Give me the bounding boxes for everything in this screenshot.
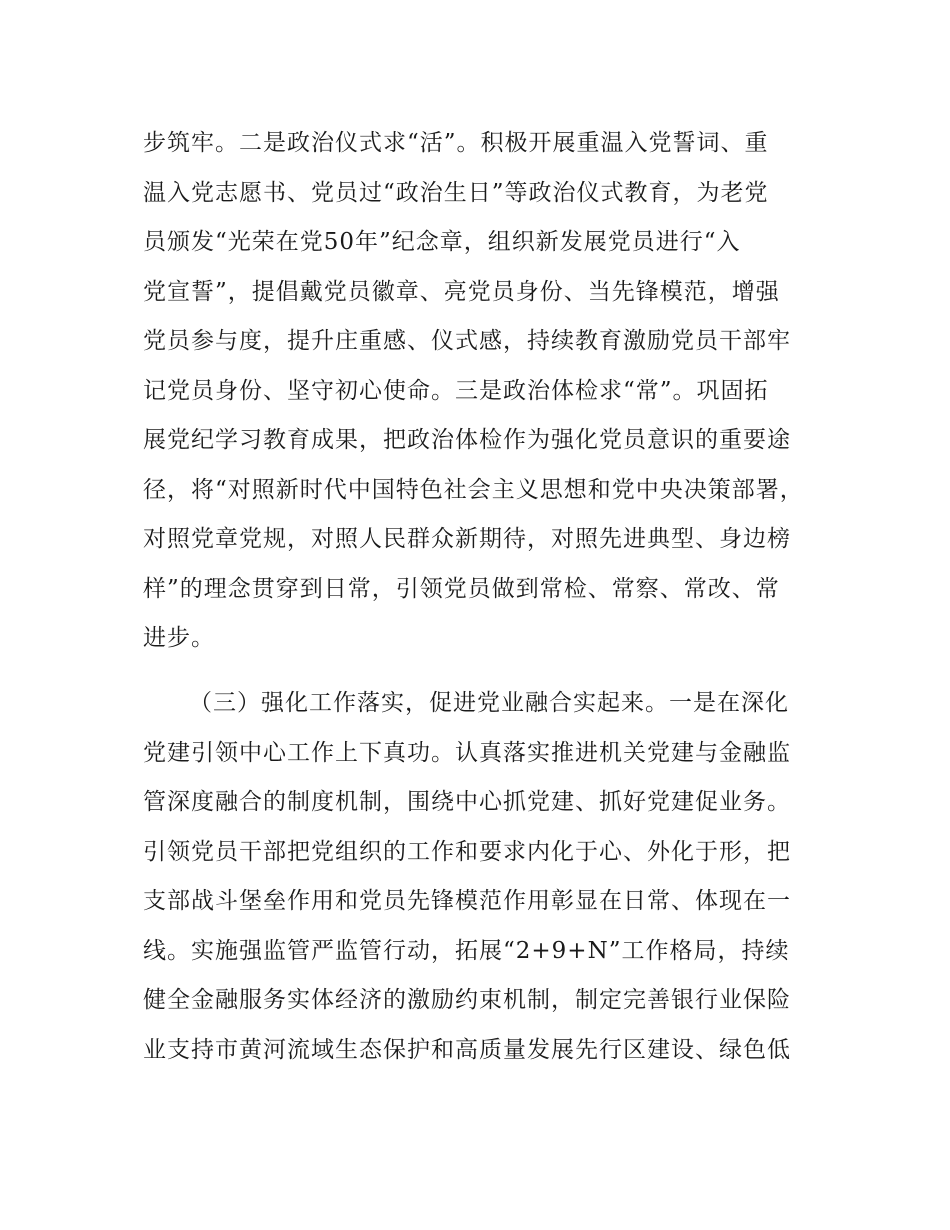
paragraph-political-rituals xyxy=(143,119,823,664)
text-line: 展党纪学习教育成果，把政治体检作为强化党员意识的重要途 xyxy=(143,427,791,453)
text-line: 进步。 xyxy=(143,625,215,651)
text-line: 支部战斗堡垒作用和党员先锋模范作用彰显在日常、体现在一 xyxy=(143,888,791,914)
section-heading-line: （三）强化工作落实，促进党业融合实起来。一是在深化 xyxy=(189,690,789,716)
text-line: 员颁发“光荣在党50年”纪念章，组织新发展党员进行“入 xyxy=(143,229,741,255)
text-line: 党宣誓”，提倡戴党员徽章、亮党员身份、当先锋模范，增强 xyxy=(143,278,780,305)
text-line: 健全金融服务实体经济的激励约束机制，制定完善银行业保险 xyxy=(143,987,791,1013)
text-line: 引领党员干部把党组织的工作和要求内化于心、外化于形，把 xyxy=(143,838,791,865)
text-line: 样”的理念贯穿到日常，引领党员做到常检、常察、常改、常 xyxy=(143,575,780,602)
text-line: 管深度融合的制度机制，围绕中心抓党建、抓好党建促业务。 xyxy=(143,789,791,815)
text-line: 业支持市黄河流域生态保护和高质量发展先行区建设、绿色低 xyxy=(143,1036,791,1063)
text-line: 步筑牢。二是政治仪式求“活”。积极开展重温入党誓词、重 xyxy=(143,130,769,156)
text-line: 党建引领中心工作上下真功。认真落实推进机关党建与金融监 xyxy=(143,739,791,766)
text-line: 径，将“对照新时代中国特色社会主义思想和党中央决策部署， xyxy=(143,476,804,503)
text-line: 线。实施强监管严监管行动，拓展“2+9+N”工作格局，持续 xyxy=(143,937,790,964)
text-line: 记党员身份、坚守初心使命。三是政治体检求“常”。巩固拓 xyxy=(143,377,769,404)
text-line: 温入党志愿书、党员过“政治生日”等政治仪式教育，为老党 xyxy=(143,179,769,206)
text-line: 党员参与度，提升庄重感、仪式感，持续教育激励党员干部牢 xyxy=(143,328,791,354)
text-line: 对照党章党规，对照人民群众新期待，对照先进典型、身边榜 xyxy=(143,526,791,552)
paragraph-work-implementation xyxy=(143,679,823,1075)
